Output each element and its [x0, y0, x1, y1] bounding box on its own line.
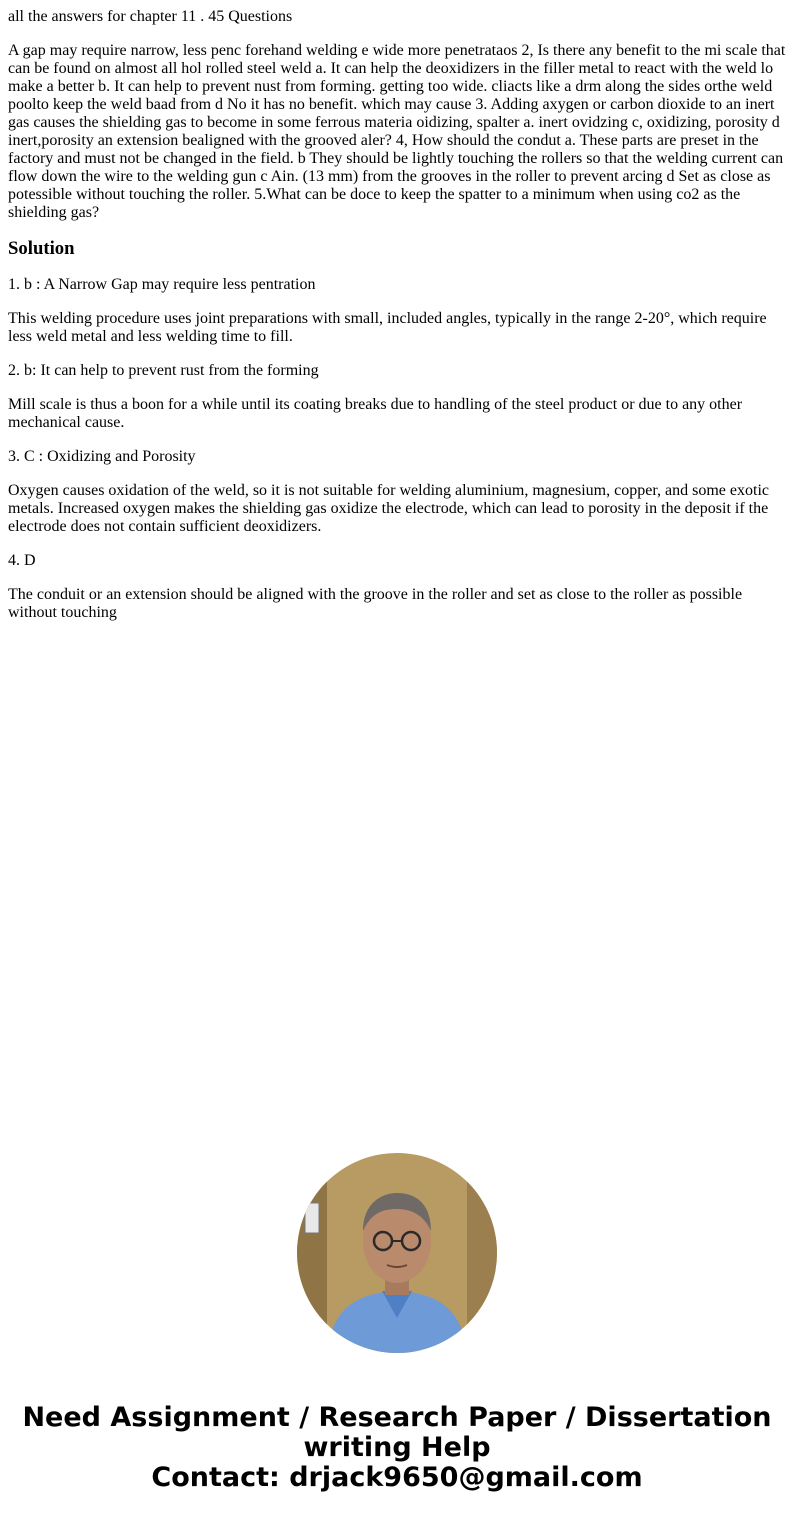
solution-explanation-2: Mill scale is thus a boon for a while until its coating breaks due to handling of the steel product or due to any other mechanical cause.	[8, 396, 743, 431]
solution-answer-2: 2. b: It can help to prevent rust from the forming	[8, 362, 319, 379]
solution-explanation-4: The conduit or an extension should be aligned with the groove in the roller and set as close to the roller as possible without touching	[8, 586, 743, 621]
solution-answer-1: 1. b : A Narrow Gap may require less pentration	[8, 276, 316, 293]
page-title: all the answers for chapter 11 . 45 Questions	[8, 8, 293, 25]
promo-contact: Contact: drjack9650@gmail.com	[151, 1462, 643, 1493]
promo-banner	[0, 1403, 794, 1493]
solution-explanation-3: Oxygen causes oxidation of the weld, so it is not suitable for welding aluminium, magnesium, copper, and some exotic metals. Increased oxygen makes the shielding gas oxidize the electrode, which can lead to porosity in the deposit if the electrode does not contain sufficient deoxidizers.	[8, 482, 769, 535]
solution-answer-3: 3. C : Oxidizing and Porosity	[8, 448, 196, 465]
person-portrait-icon	[297, 1153, 497, 1353]
author-avatar	[297, 1153, 497, 1353]
question-text: A gap may require narrow, less penc forehand welding e wide more penetrataos 2, Is there any benefit to the mi scale that can be found on almost all hol rolled steel weld a. It can help the deoxidizers in the filler metal to react with the weld lo make a better b. It can help to prevent nust from forming. getting too wide. cliacts like a drm along the sides orthe weld poolto keep the weld baad from d No it has no benefit. which may cause 3. Adding axygen or carbon dioxide to an inert gas causes the shielding gas to become in some ferrous materia oidizing, spalter a. inert ovidzing c, oxidizing, porosity d inert,porosity an extension bealigned with the grooved aler? 4, How should the condut a. These parts are preset in the factory and must not be changed in the field. b They should be lightly touching the rollers so that the welding current can flow down the wire to the welding gun c Ain. (13 mm) from the grooves in the roller to prevent arcing d Set as close as potessible without touching the roller. 5.What can be doce to keep the spatter to a minimum when using co2 as the shielding gas?	[8, 42, 786, 221]
promo-line-1: Need Assignment / Research Paper / Dissertation	[22, 1402, 772, 1433]
solution-heading: Solution	[8, 238, 75, 259]
page-content	[8, 8, 786, 638]
solution-explanation-1: This welding procedure uses joint preparations with small, included angles, typically in the range 2-20°, which require less weld metal and less welding time to fill.	[8, 310, 767, 345]
solution-answer-4: 4. D	[8, 552, 36, 569]
promo-line-2: writing Help	[303, 1432, 491, 1463]
